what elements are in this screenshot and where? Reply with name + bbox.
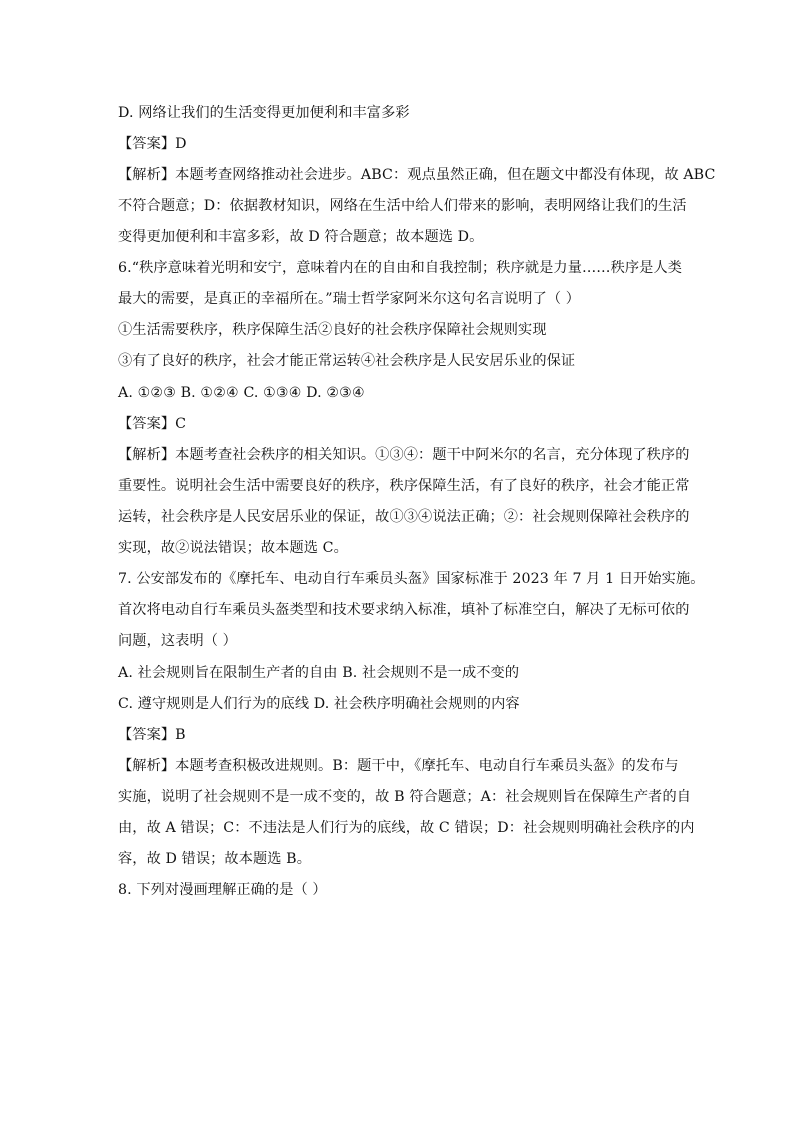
answer-q5: 【答案】D (118, 136, 187, 152)
analysis-q5-line-1: 【解析】本题考查网络推动社会进步。ABC：观点虽然正确，但在题文中都没有体现，故 ABC (118, 167, 716, 183)
option-d-q5: D. 网络让我们的生活变得更加便利和丰富多彩 (118, 105, 410, 121)
question-6-line-2: 最大的需要，是真正的幸福所在。”瑞士哲学家阿米尔这句名言说明了（ ） (118, 291, 581, 307)
analysis-q7-line-3: 由，故 A 错误；C：不违法是人们行为的底线，故 C 错误；D：社会规则明确社会秩序的内 (118, 820, 695, 836)
analysis-q7-line-1: 【解析】本题考查积极改进规则。B：题干中，《摩托车、电动自行车乘员头盔》的发布与 (118, 758, 679, 774)
answer-q7: 【答案】B (118, 727, 186, 743)
question-6-statements-1: ①生活需要秩序，秩序保障生活②良好的社会秩序保障社会规则实现 (118, 322, 547, 338)
question-7-line-1: 7. 公安部发布的《摩托车、电动自行车乘员头盔》国家标准于 2023 年 7 月 1 日开始实施。 (118, 571, 705, 587)
analysis-q6-line-4: 实现，故②说法错误；故本题选 C。 (118, 540, 348, 556)
analysis-q6-line-2: 重要性。说明社会生活中需要良好的秩序，秩序保障生活，有了良好的秩序，社会才能正常 (118, 478, 690, 494)
question-7-options-ab: A. 社会规则旨在限制生产者的自由 B. 社会规则不是一成不变的 (118, 665, 520, 681)
question-8: 8. 下列对漫画理解正确的是（ ） (118, 882, 327, 898)
analysis-q7-line-2: 实施，说明了社会规则不是一成不变的，故 B 符合题意；A：社会规则旨在保障生产者的自 (118, 789, 692, 805)
question-6-options: A. ①②③ B. ①②④ C. ①③④ D. ②③④ (118, 385, 365, 401)
analysis-q6-line-3: 运转，社会秩序是人民安居乐业的保证，故①③④说法正确；②：社会规则保障社会秩序的 (118, 509, 690, 525)
analysis-q5-line-3: 变得更加便利和丰富多彩，故 D 符合题意；故本题选 D。 (118, 229, 484, 245)
analysis-q6-line-1: 【解析】本题考查社会秩序的相关知识。①③④：题干中阿米尔的名言，充分体现了秩序的 (118, 447, 690, 463)
analysis-q7-line-4: 容，故 D 错误；故本题选 B。 (118, 851, 311, 867)
question-6-line-1: 6.“秩序意味着光明和安宁，意味着内在的自由和自我控制；秩序就是力量……秩序是人类 (118, 260, 683, 276)
question-7-line-2: 首次将电动自行车乘员头盔类型和技术要求纳入标准，填补了标准空白，解决了无标可依的 (118, 602, 690, 618)
analysis-q5-line-2: 不符合题意；D：依据教材知识，网络在生活中给人们带来的影响，表明网络让我们的生活 (118, 198, 687, 214)
question-7-line-3: 问题，这表明（ ） (118, 633, 237, 649)
question-6-statements-2: ③有了良好的秩序，社会才能正常运转④社会秩序是人民安居乐业的保证 (118, 353, 576, 369)
question-7-options-cd: C. 遵守规则是人们行为的底线 D. 社会秩序明确社会规则的内容 (118, 696, 520, 712)
answer-q6: 【答案】C (118, 416, 187, 432)
